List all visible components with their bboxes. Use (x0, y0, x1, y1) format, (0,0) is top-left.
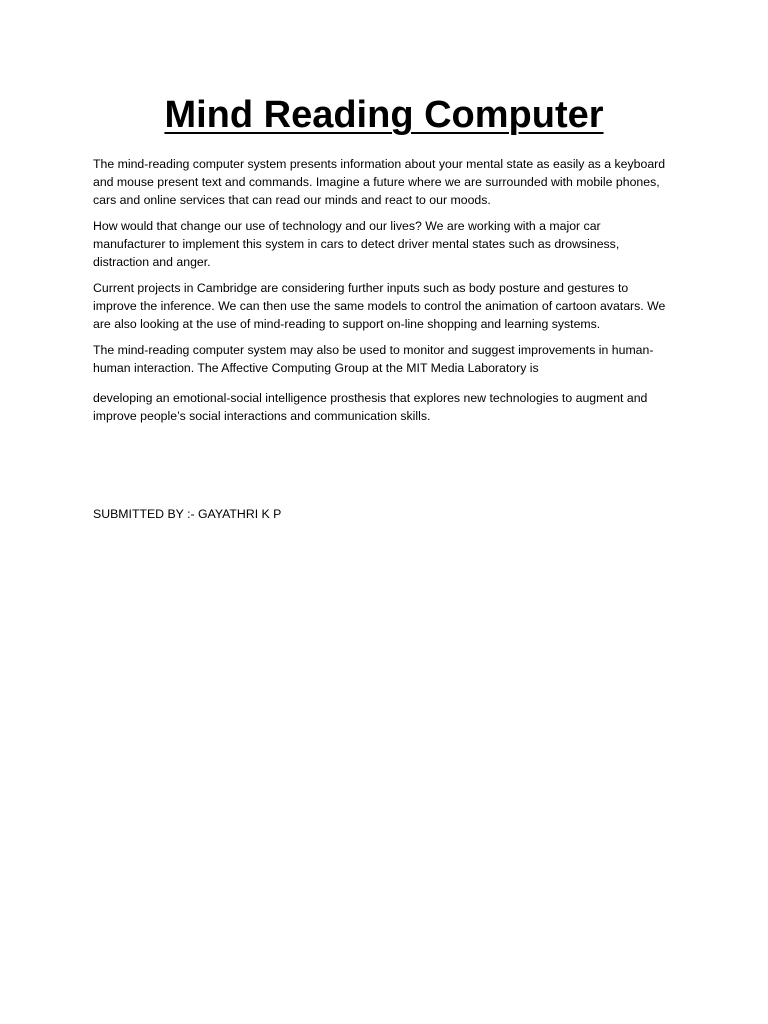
paragraph-3: Current projects in Cambridge are considering further inputs such as body posture and gestures to improve the inference. We can then use the same models to control the animation of cartoon avatars. We are also looking at the use of mind-reading to support on-line shopping and learning systems. (93, 281, 666, 331)
submitted-by: SUBMITTED BY :- GAYATHRI K P (93, 507, 282, 521)
page-title: Mind Reading Computer (164, 94, 604, 136)
paragraph-1: The mind-reading computer system presents information about your mental state as easily as a keyboard and mouse present text and commands. Imagine a future where we are surrounded with mobile phones, cars and online services that can read our minds and react to our moods. (93, 157, 666, 207)
document-body (93, 155, 673, 433)
paragraph-4: The mind-reading computer system may also be used to monitor and suggest improvements in human-human interaction. The Affective Computing Group at the MIT Media Laboratory is (93, 343, 654, 375)
paragraph-2: How would that change our use of technology and our lives? We are working with a major car manufacturer to implement this system in cars to detect driver mental states such as drowsiness, distraction and anger. (93, 219, 620, 269)
paragraph-5: developing an emotional-social intelligence prosthesis that explores new technologies to augment and improve people’s social interactions and communication skills. (93, 391, 648, 423)
